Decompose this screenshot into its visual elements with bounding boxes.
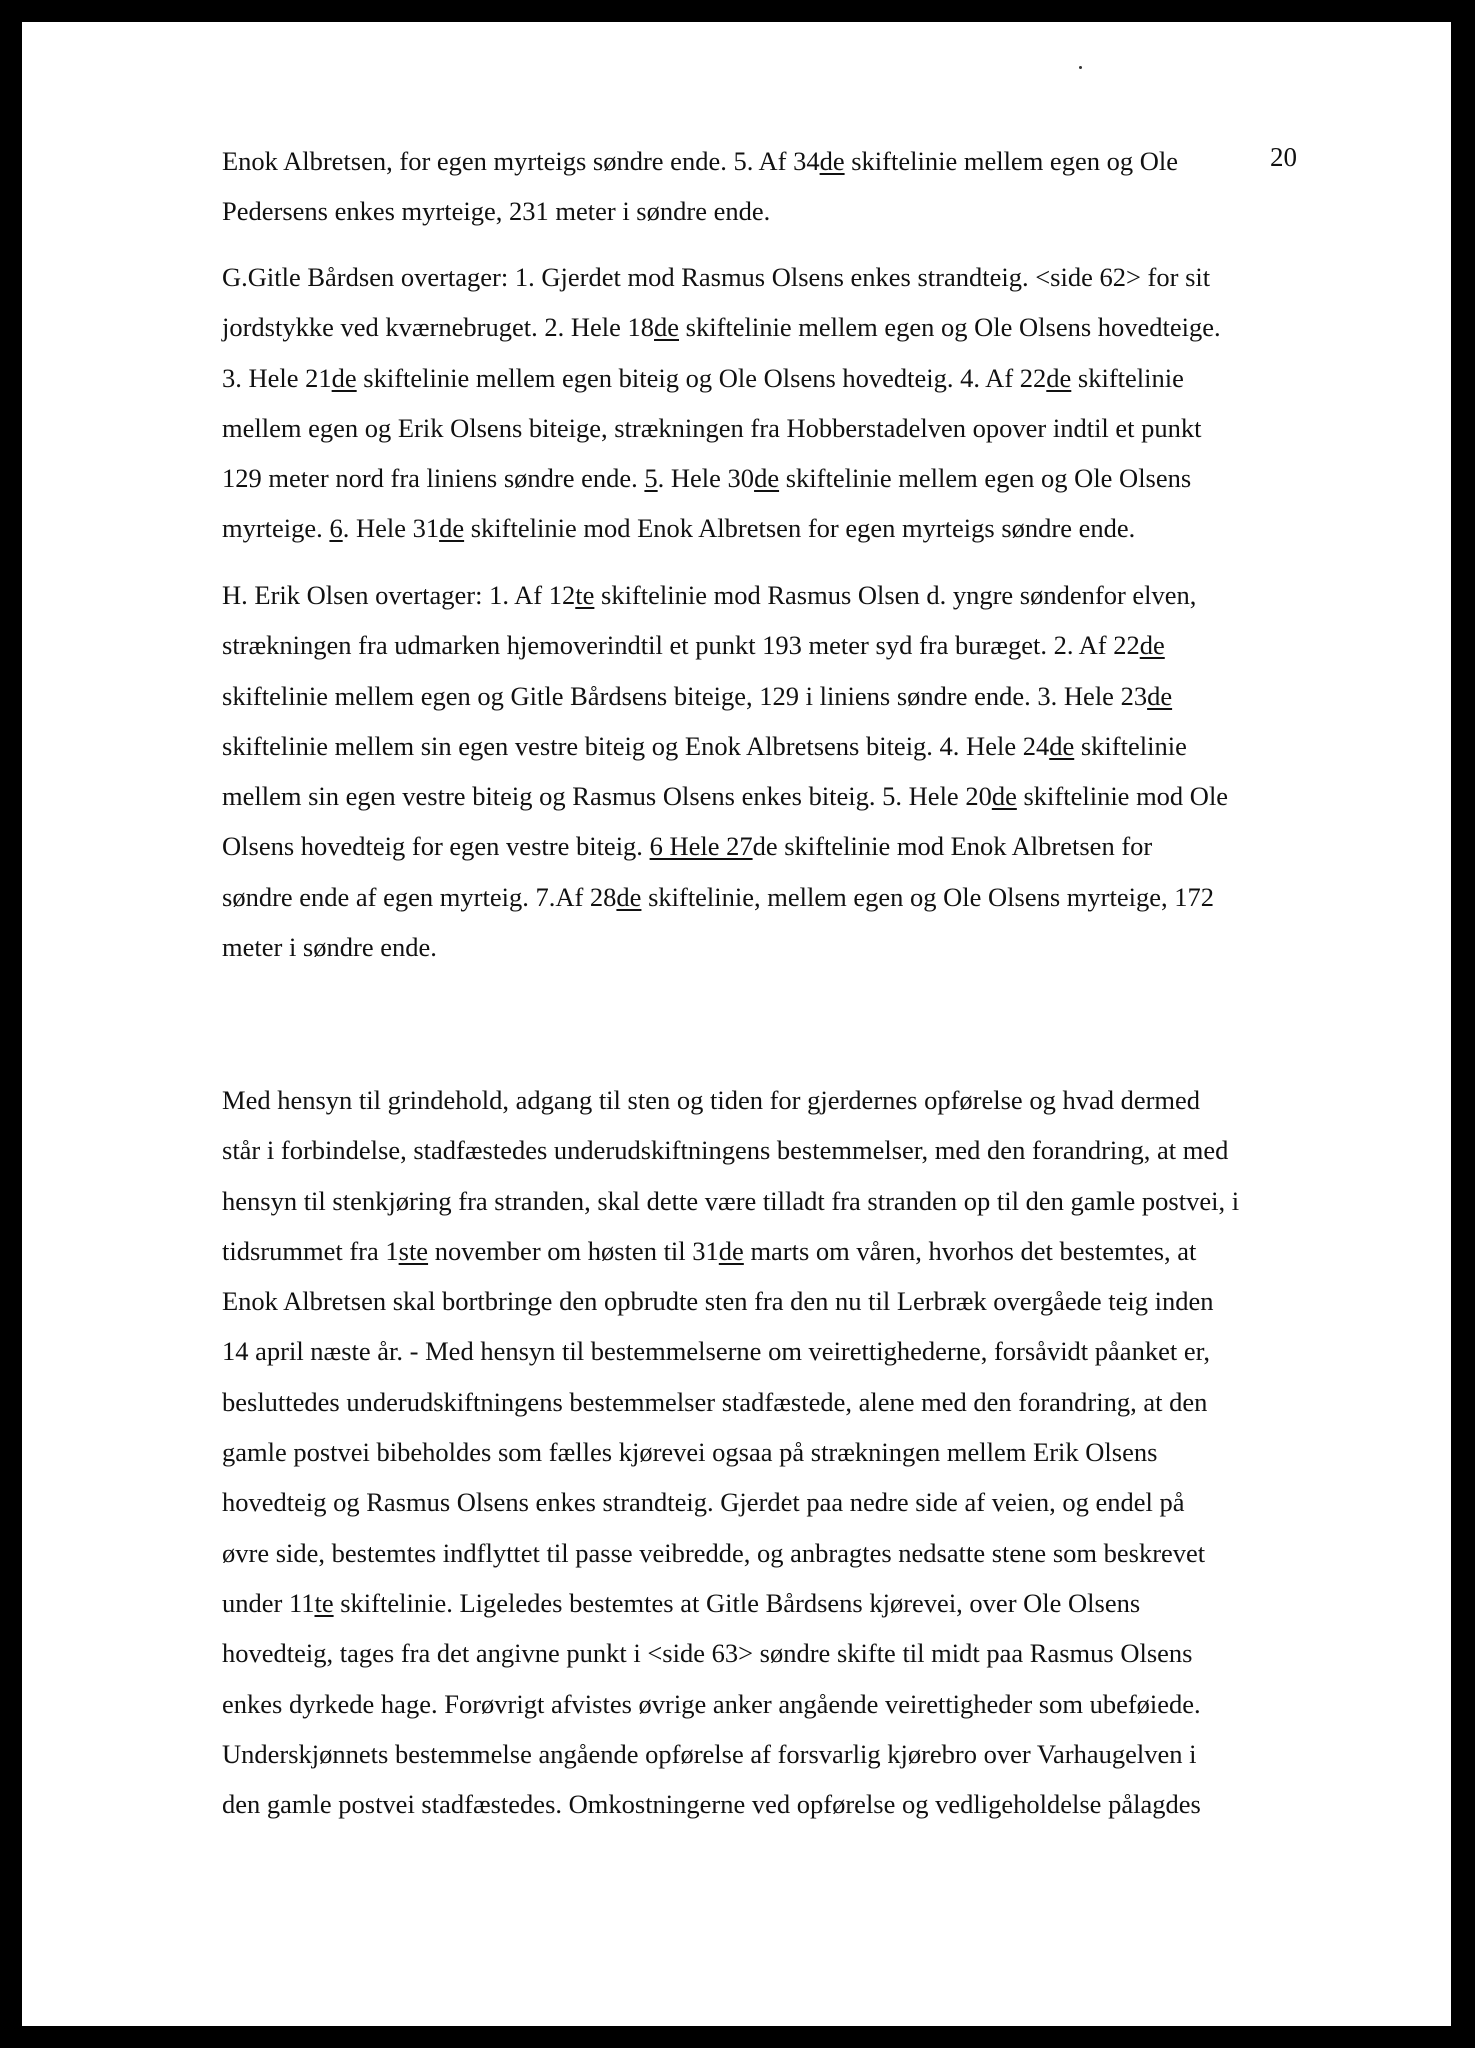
text-line: 3. Hele 21de skiftelinie mellem egen biteig og Ole Olsens hovedteig. 4. Af 22de skiftelinie [222, 362, 1184, 393]
text-line: Med hensyn til grindehold, adgang til sten og tiden for gjerdernes opførelse og hvad dermed [222, 1085, 1201, 1115]
underlined-text: de [1049, 730, 1075, 761]
underlined-text: de [754, 463, 780, 494]
underlined-text: te [575, 580, 595, 610]
underlined-text: 6 [329, 513, 343, 544]
text-line: søndre ende af egen myrteig. 7.Af 28de skiftelinie, mellem egen og Ole Olsens myrteige, 172 [222, 881, 1214, 912]
text-line: står i forbindelse, stadfæstedes underudskiftningens bestemmelser, med den forandring, at med [222, 1135, 1229, 1166]
text-line: besluttedes underudskiftningens bestemmelser stadfæstede, alene med den forandring, at den [222, 1386, 1208, 1417]
text-line: meter i søndre ende. [222, 932, 437, 963]
text-line: den gamle postvei stadfæstedes. Omkostningerne ved opførelse og vedligeholdelse pålagdes [222, 1789, 1201, 1820]
underlined-text: de [616, 881, 642, 912]
text-line: øvre side, bestemtes indflyttet til passe veibredde, og anbragtes nedsatte stene som beskrevet [222, 1537, 1206, 1568]
text-line: H. Erik Olsen overtager: 1. Af 12te skiftelinie mod Rasmus Olsen d. yngre søndenfor elven, [222, 580, 1197, 610]
text-line: Enok Albretsen, for egen myrteigs søndre ende. 5. Af 34de skiftelinie mellem egen og Ole [222, 146, 1178, 176]
text-line: mellem egen og Erik Olsens biteige, strækningen fra Hobberstadelven opover indtil et punkt [222, 412, 1202, 443]
text-line: Pedersens enkes myrteige, 231 meter i søndre ende. [222, 196, 771, 227]
paragraph [222, 1085, 1322, 1839]
text-line: enkes dyrkede hage. Forøvrigt afvistes øvrige anker angående veirettigheder som ubeføiede. [222, 1688, 1201, 1719]
paragraph [222, 262, 1322, 564]
page-number: 20 [1270, 142, 1297, 172]
underlined-text: te [314, 1587, 334, 1618]
document-page [22, 22, 1451, 2026]
text-line: Enok Albretsen skal bortbringe den opbrudte sten fra den nu til Lerbræk overgåede teig inden [222, 1286, 1214, 1317]
paragraph [222, 580, 1322, 982]
text-line: hovedteig og Rasmus Olsens enkes strandteig. Gjerdet paa nedre side af veien, og endel på [222, 1487, 1185, 1518]
speck-mark [1079, 66, 1082, 69]
text-line: under 11te skiftelinie. Ligeledes bestemtes at Gitle Bårdsens kjørevei, over Ole Olsens [222, 1587, 1141, 1618]
underlined-text: de [991, 781, 1017, 812]
text-line: Underskjønnets bestemmelse angående opførelse af forsvarlig kjørebro over Varhaugelven i [222, 1738, 1197, 1769]
text-line: hensyn til stenkjøring fra stranden, skal dette være tilladt fra stranden op til den gamle postvei, i [222, 1185, 1240, 1216]
text-line: 14 april næste år. - Med hensyn til bestemmelserne om veirettighederne, forsåvidt påanket er, [222, 1336, 1210, 1367]
text-line: strækningen fra udmarken hjemoverindtil et punkt 193 meter syd fra buræget. 2. Af 22de [222, 630, 1165, 661]
text-line: myrteige. 6. Hele 31de skiftelinie mod Enok Albretsen for egen myrteigs søndre ende. [222, 513, 1136, 544]
text-line: hovedteig, tages fra det angivne punkt i <side 63> søndre skifte til midt paa Rasmus Olsens [222, 1638, 1193, 1669]
underlined-text: de [331, 362, 357, 393]
underlined-text: de [718, 1235, 744, 1266]
text-line: Olsens hovedteig for egen vestre biteig. 6 Hele 27de skiftelinie mod Enok Albretsen for [222, 831, 1153, 862]
underlined-text: ste [398, 1235, 429, 1266]
text-line: jordstykke ved kværnebruget. 2. Hele 18de skiftelinie mellem egen og Ole Olsens hovedteige. [222, 312, 1221, 343]
text-line: G.Gitle Bårdsen overtager: 1. Gjerdet mod Rasmus Olsens enkes strandteig. <side 62> for sit [222, 262, 1211, 292]
underlined-text: de [819, 146, 845, 176]
underlined-text: de [1046, 362, 1072, 393]
underlined-text: de [1139, 630, 1165, 661]
text-line: skiftelinie mellem sin egen vestre biteig og Enok Albretsens biteig. 4. Hele 24de skiftelinie [222, 730, 1187, 761]
text-line: 129 meter nord fra liniens søndre ende. 5. Hele 30de skiftelinie mellem egen og Ole Olsens [222, 463, 1192, 494]
underlined-text: de [1147, 680, 1173, 711]
underlined-text: 5 [644, 463, 658, 494]
underlined-text: 6 Hele 27 [649, 831, 753, 862]
text-line: mellem sin egen vestre biteig og Rasmus Olsens enkes biteig. 5. Hele 20de skiftelinie mod Ole [222, 781, 1229, 812]
paragraph [222, 146, 1322, 247]
text-line: gamle postvei bibeholdes som fælles kjørevei ogsaa på strækningen mellem Erik Olsens [222, 1437, 1158, 1468]
text-line: tidsrummet fra 1ste november om høsten til 31de marts om våren, hvorhos det bestemtes, at [222, 1235, 1197, 1266]
text-line: skiftelinie mellem egen og Gitle Bårdsens biteige, 129 i liniens søndre ende. 3. Hele 23de [222, 680, 1173, 711]
underlined-text: de [654, 312, 680, 343]
underlined-text: de [439, 513, 465, 544]
